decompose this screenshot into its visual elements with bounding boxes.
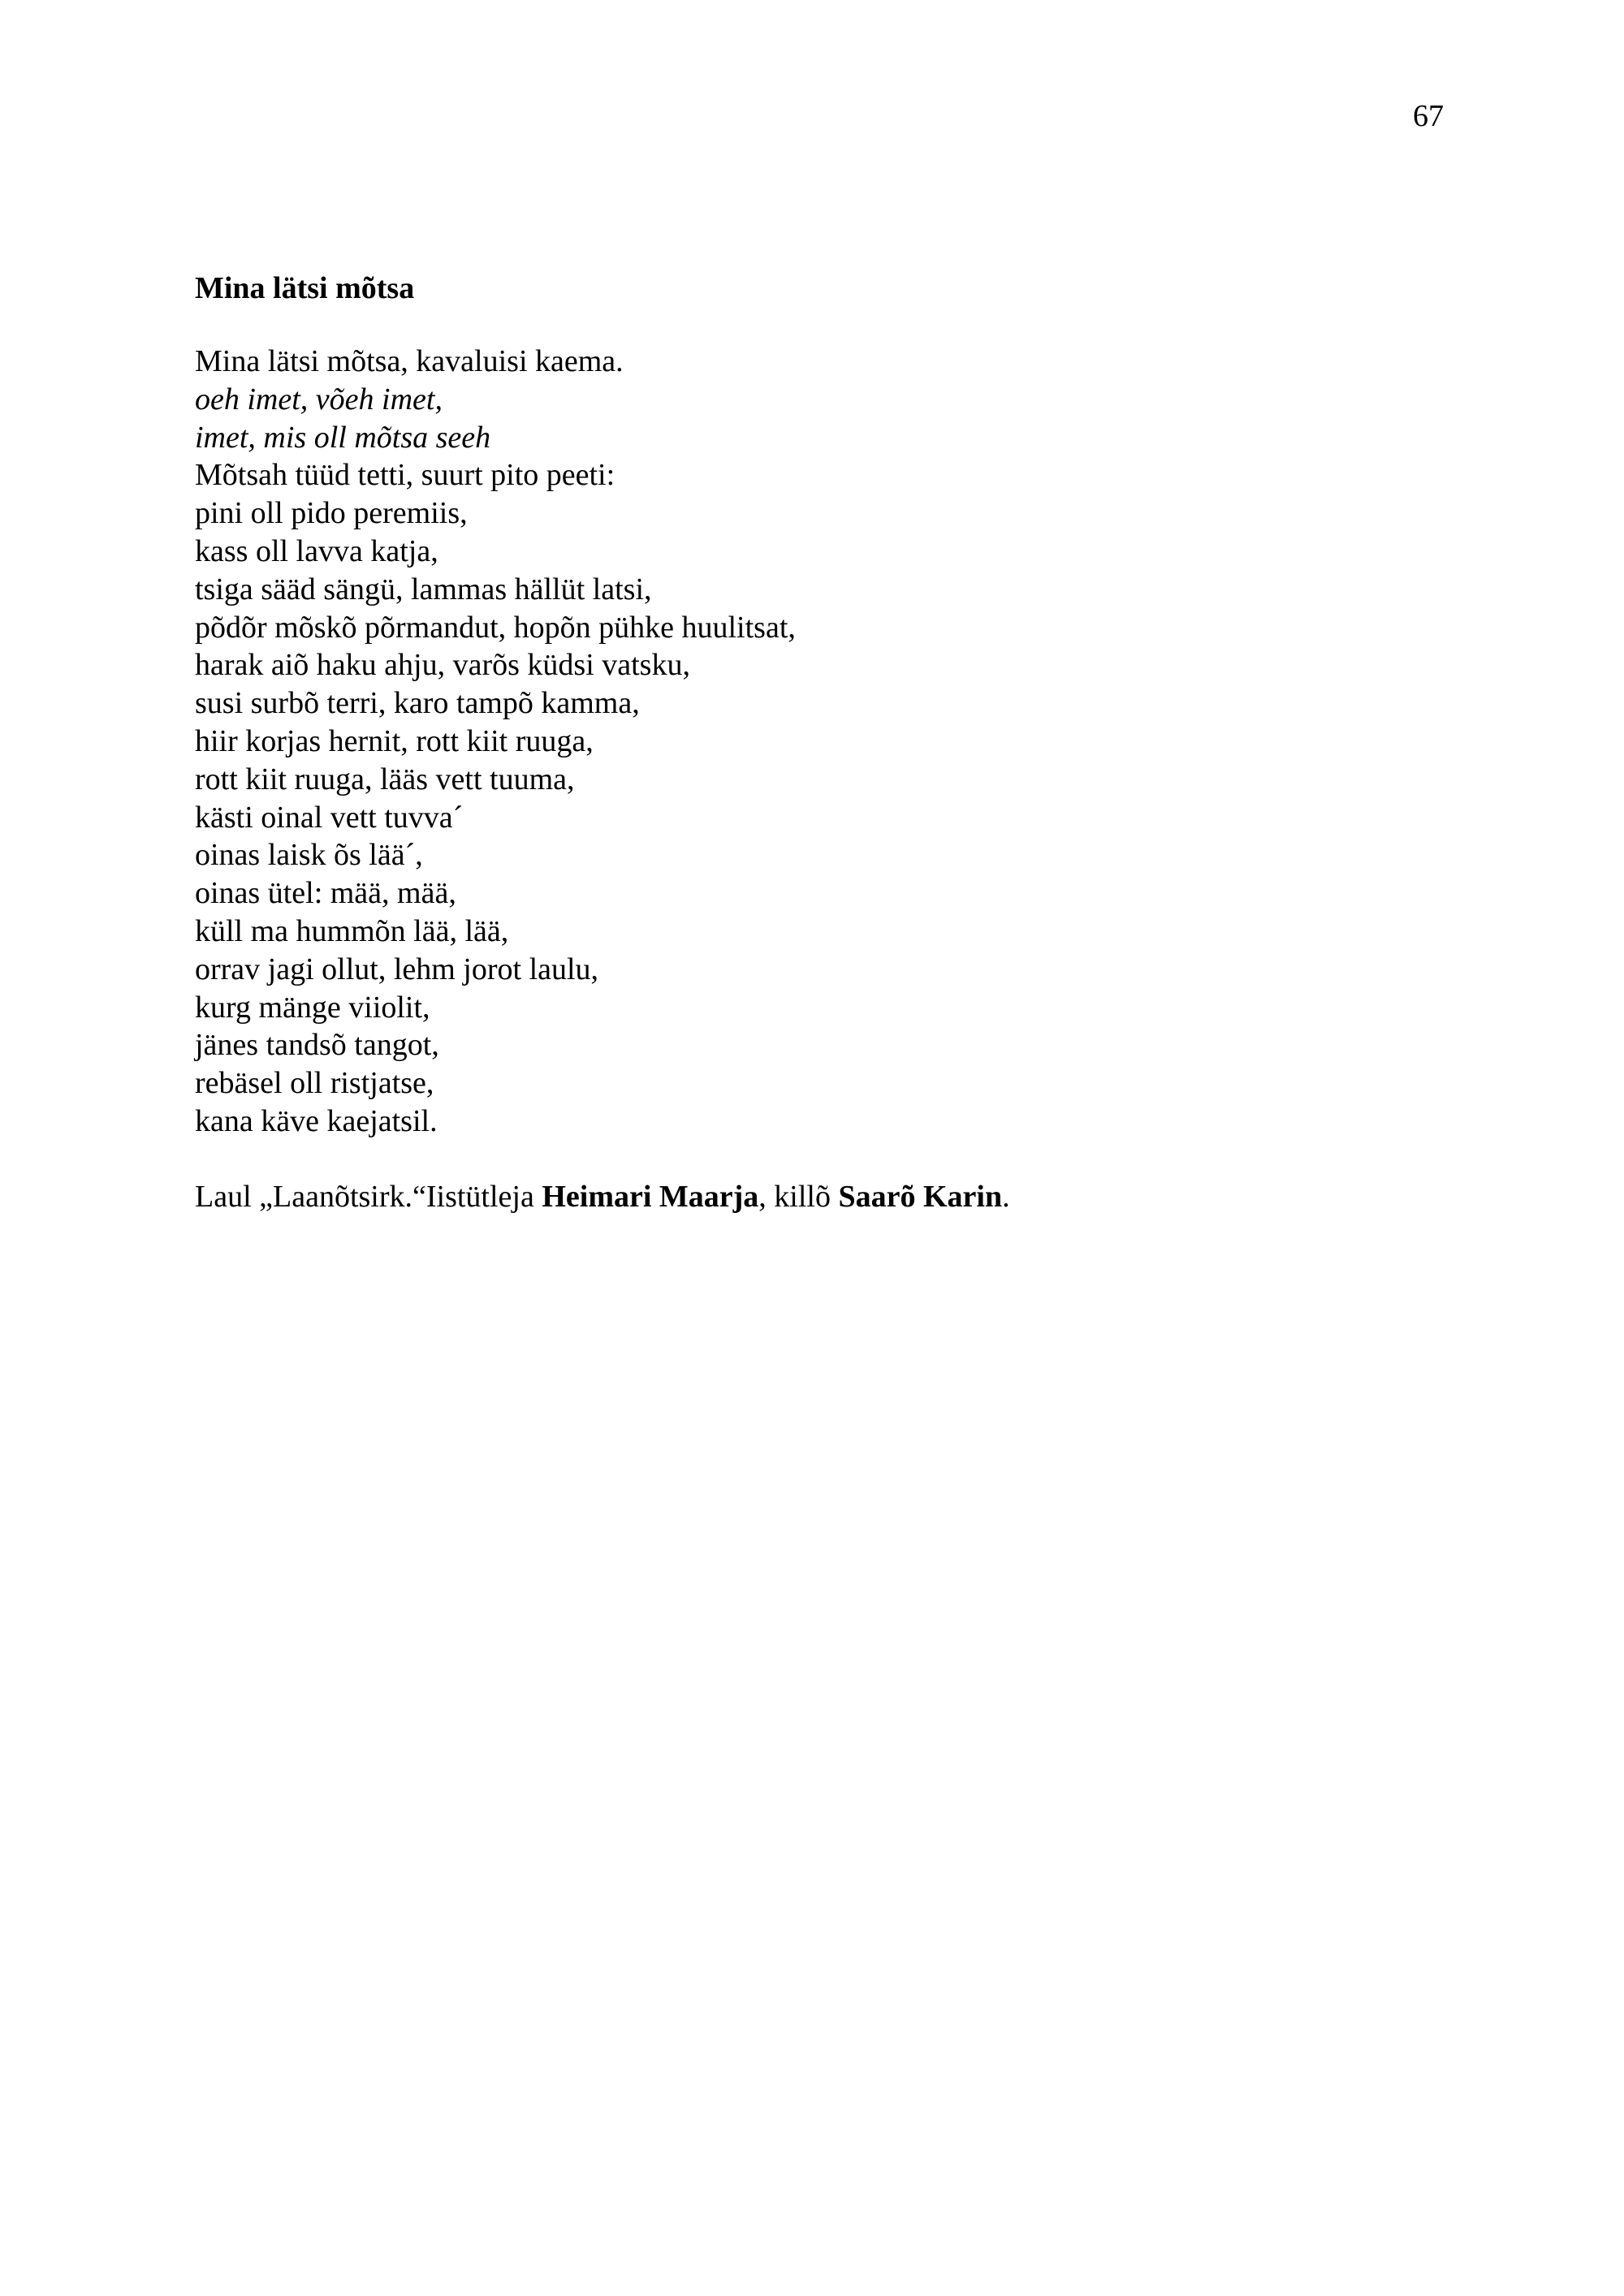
verse-line: oinas ütel: mää, mää, [195,876,456,911]
poem-verse [195,343,1462,1141]
verse-line: hiir korjas hernit, rott kiit ruuga, [195,723,594,758]
verse-line: harak aiõ haku ahju, varõs küdsi vatsku, [195,648,690,683]
poem-title: Mina lätsi mõtsa [195,271,415,305]
credit-prefix: Laul „Laanõtsirk.“Iistütleja [195,1179,542,1214]
verse-line: kurg mänge viiolit, [195,990,430,1025]
verse-line: oinas laisk õs lää´, [195,838,423,873]
verse-line: rebäsel oll ristjatse, [195,1066,434,1101]
verse-line: Mina lätsi mõtsa, kavaluisi kaema. [195,344,624,378]
verse-line: orrav jagi ollut, lehm jorot laulu, [195,952,599,986]
verse-line: susi surbõ terri, karo tampõ kamma, [195,686,640,721]
poem [195,270,1462,1215]
credit-suffix: . [1002,1179,1010,1214]
verse-line: kästi oinal vett tuvva´ [195,800,464,835]
verse-line: küll ma hummõn lää, lää, [195,913,509,948]
verse-line: Mõtsah tüüd tetti, suurt pito peeti: [195,458,615,493]
verse-line: imet, mis oll mõtsa seeh [195,420,491,455]
verse-line: põdõr mõskõ põrmandut, hopõn pühke huulitsat, [195,610,796,645]
page-number: 67 [1413,99,1444,133]
verse-line: kana käve kaejatsil. [195,1103,438,1138]
verse-line: oeh imet, võeh imet, [195,382,443,416]
verse-line: kass oll lavva katja, [195,533,438,568]
verse-line: rott kiit ruuga, lääs vett tuuma, [195,762,575,796]
song-credit [195,1178,1462,1215]
credit-performer: Heimari Maarja [542,1179,759,1214]
verse-line: jänes tandsõ tangot, [195,1028,439,1063]
verse-line: pini oll pido peremiis, [195,496,468,531]
credit-separator: , killõ [758,1179,839,1214]
verse-line: tsiga sääd sängü, lammas hällüt latsi, [195,572,652,606]
credit-player: Saarõ Karin [838,1179,1003,1214]
